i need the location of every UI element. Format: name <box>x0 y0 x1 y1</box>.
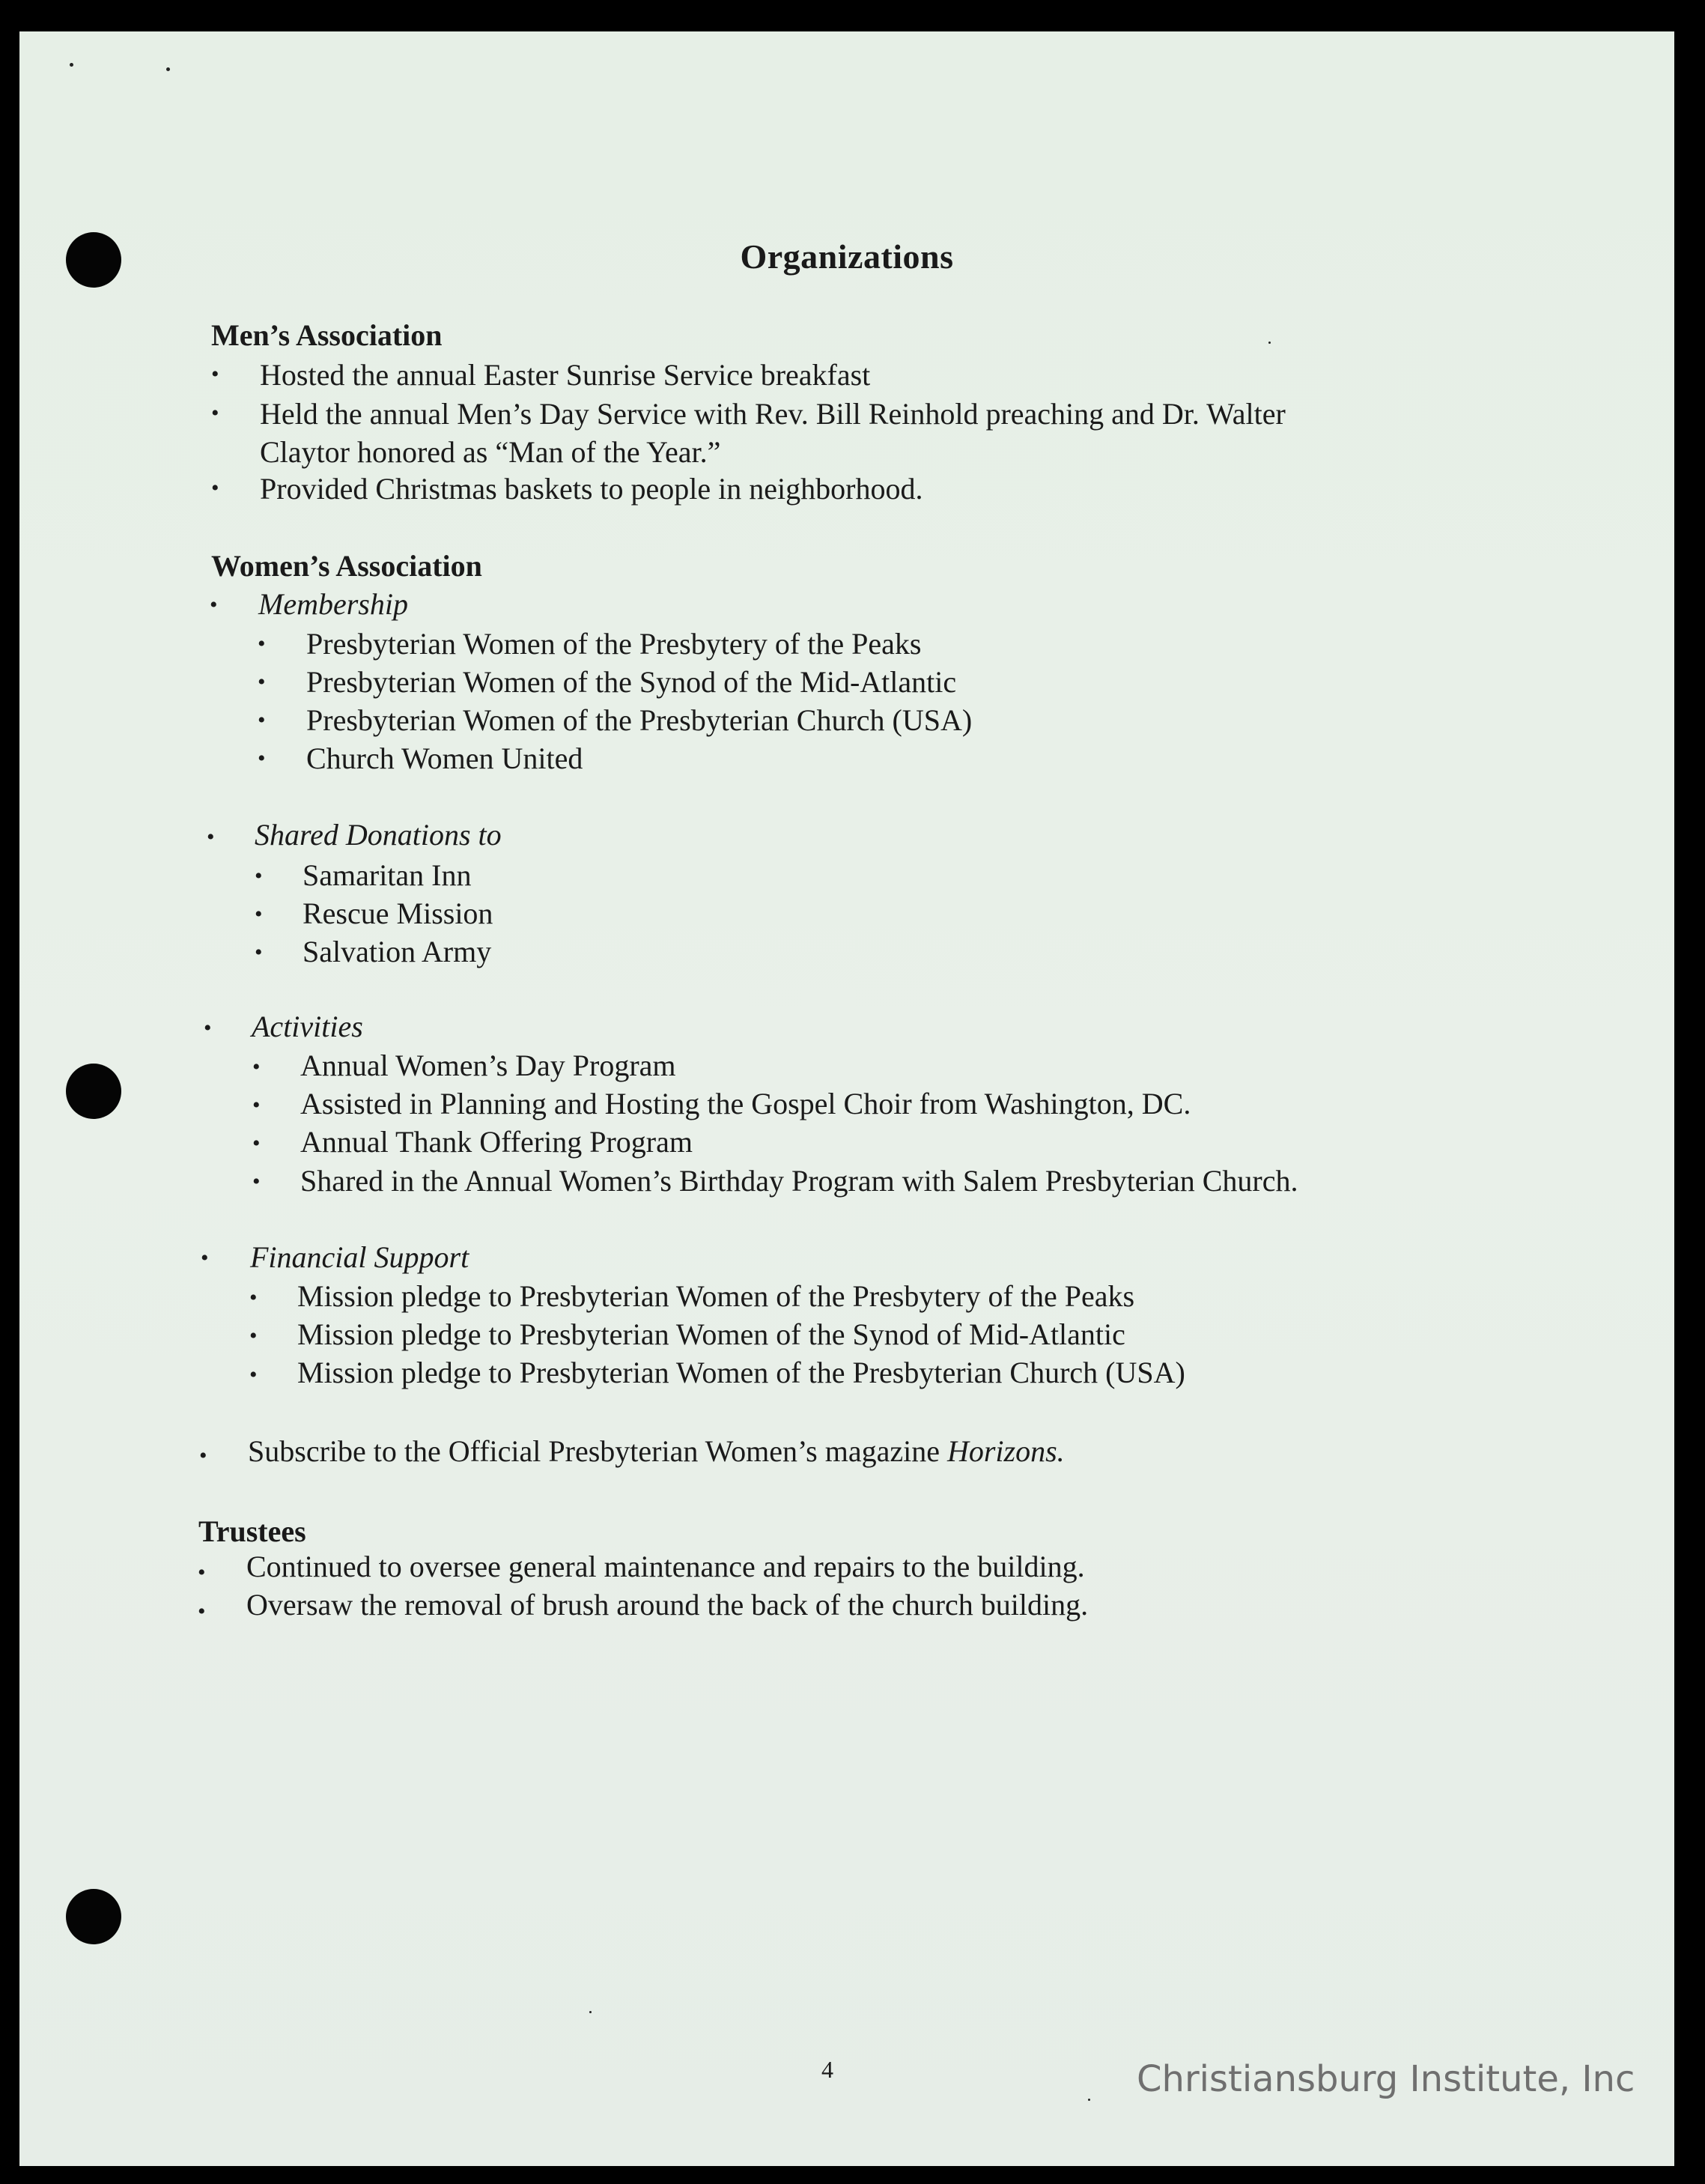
bullet-icon: • <box>199 1443 207 1468</box>
womens-association-heading: Women’s Association <box>211 549 482 583</box>
bullet-icon: • <box>252 1169 261 1194</box>
bullet-icon: • <box>211 362 219 386</box>
list-item: Presbyterian Women of the Presbytery of the Peaks <box>306 627 922 661</box>
punch-hole-bottom <box>66 1889 121 1944</box>
punch-hole-middle <box>66 1064 121 1119</box>
bullet-icon: • <box>258 631 266 656</box>
bullet-icon: • <box>211 401 219 425</box>
watermark-text: Christiansburg Institute, Inc <box>1137 2058 1635 2100</box>
list-item: Mission pledge to Presbyterian Women of the Presbyterian Church (USA) <box>297 1356 1185 1389</box>
list-item: Oversaw the removal of brush around the back of the church building. <box>246 1588 1089 1622</box>
list-item: Rescue Mission <box>303 897 493 930</box>
financial-support-label: Financial Support <box>250 1240 469 1274</box>
paper-speck <box>589 2011 592 2013</box>
list-item: Salvation Army <box>303 935 492 968</box>
list-item: Annual Thank Offering Program <box>300 1125 693 1159</box>
list-item: Church Women United <box>306 741 583 775</box>
list-item-continuation: Claytor honored as “Man of the Year.” <box>260 435 721 469</box>
bullet-icon: • <box>210 592 218 617</box>
list-item: Mission pledge to Presbyterian Women of the Synod of Mid-Atlantic <box>297 1317 1125 1351</box>
bullet-icon: • <box>204 1016 212 1040</box>
donations-label: Shared Donations to <box>255 818 502 852</box>
page-title: Organizations <box>740 237 954 276</box>
list-item: Samaritan Inn <box>303 858 472 892</box>
bullet-icon: • <box>201 1246 209 1270</box>
paper-speck <box>166 67 170 71</box>
subscribe-text: Subscribe to the Official Presbyterian Women’s magazine <box>248 1434 947 1468</box>
list-item: Held the annual Men’s Day Service with Rev. Bill Reinhold preaching and Dr. Walter <box>260 397 1286 431</box>
paper-speck <box>1088 2099 1090 2101</box>
activities-label: Activities <box>252 1010 363 1043</box>
bullet-icon: • <box>258 708 266 732</box>
list-item: Shared in the Annual Women’s Birthday Program with Salem Presbyterian Church. <box>300 1164 1298 1198</box>
bullet-icon: • <box>198 1560 206 1585</box>
bullet-icon: • <box>255 864 263 888</box>
subscribe-item <box>248 1434 1065 1468</box>
bullet-icon: • <box>249 1323 258 1348</box>
trustees-heading: Trustees <box>198 1514 306 1548</box>
list-item: Presbyterian Women of the Presbyterian Church (USA) <box>306 703 973 737</box>
paper-speck <box>1268 342 1271 344</box>
list-item: Mission pledge to Presbyterian Women of the Presbytery of the Peaks <box>297 1279 1135 1313</box>
bullet-icon: • <box>252 1093 261 1117</box>
bullet-icon: • <box>255 940 263 965</box>
bullet-icon: • <box>211 476 219 500</box>
magazine-title: Horizons. <box>946 1434 1065 1468</box>
bullet-icon: • <box>258 746 266 771</box>
list-item: Annual Women’s Day Program <box>300 1049 676 1082</box>
list-item: Provided Christmas baskets to people in neighborhood. <box>260 472 923 506</box>
bullet-icon: • <box>207 825 215 849</box>
bullet-icon: • <box>252 1055 261 1079</box>
bullet-icon: • <box>249 1362 258 1387</box>
bullet-icon: • <box>249 1285 258 1310</box>
list-item: Assisted in Planning and Hosting the Gospel Choir from Washington, DC. <box>300 1087 1191 1120</box>
page-number: 4 <box>821 2056 833 2083</box>
bullet-icon: • <box>198 1599 206 1624</box>
membership-label: Membership <box>258 587 408 621</box>
list-item: Hosted the annual Easter Sunrise Service breakfast <box>260 358 871 392</box>
mens-association-heading: Men’s Association <box>211 318 443 352</box>
list-item: Continued to oversee general maintenance and repairs to the building. <box>246 1550 1085 1583</box>
paper-speck <box>70 63 73 67</box>
bullet-icon: • <box>255 902 263 926</box>
bullet-icon: • <box>252 1131 261 1156</box>
list-item: Presbyterian Women of the Synod of the Mid-Atlantic <box>306 665 957 699</box>
bullet-icon: • <box>258 670 266 694</box>
